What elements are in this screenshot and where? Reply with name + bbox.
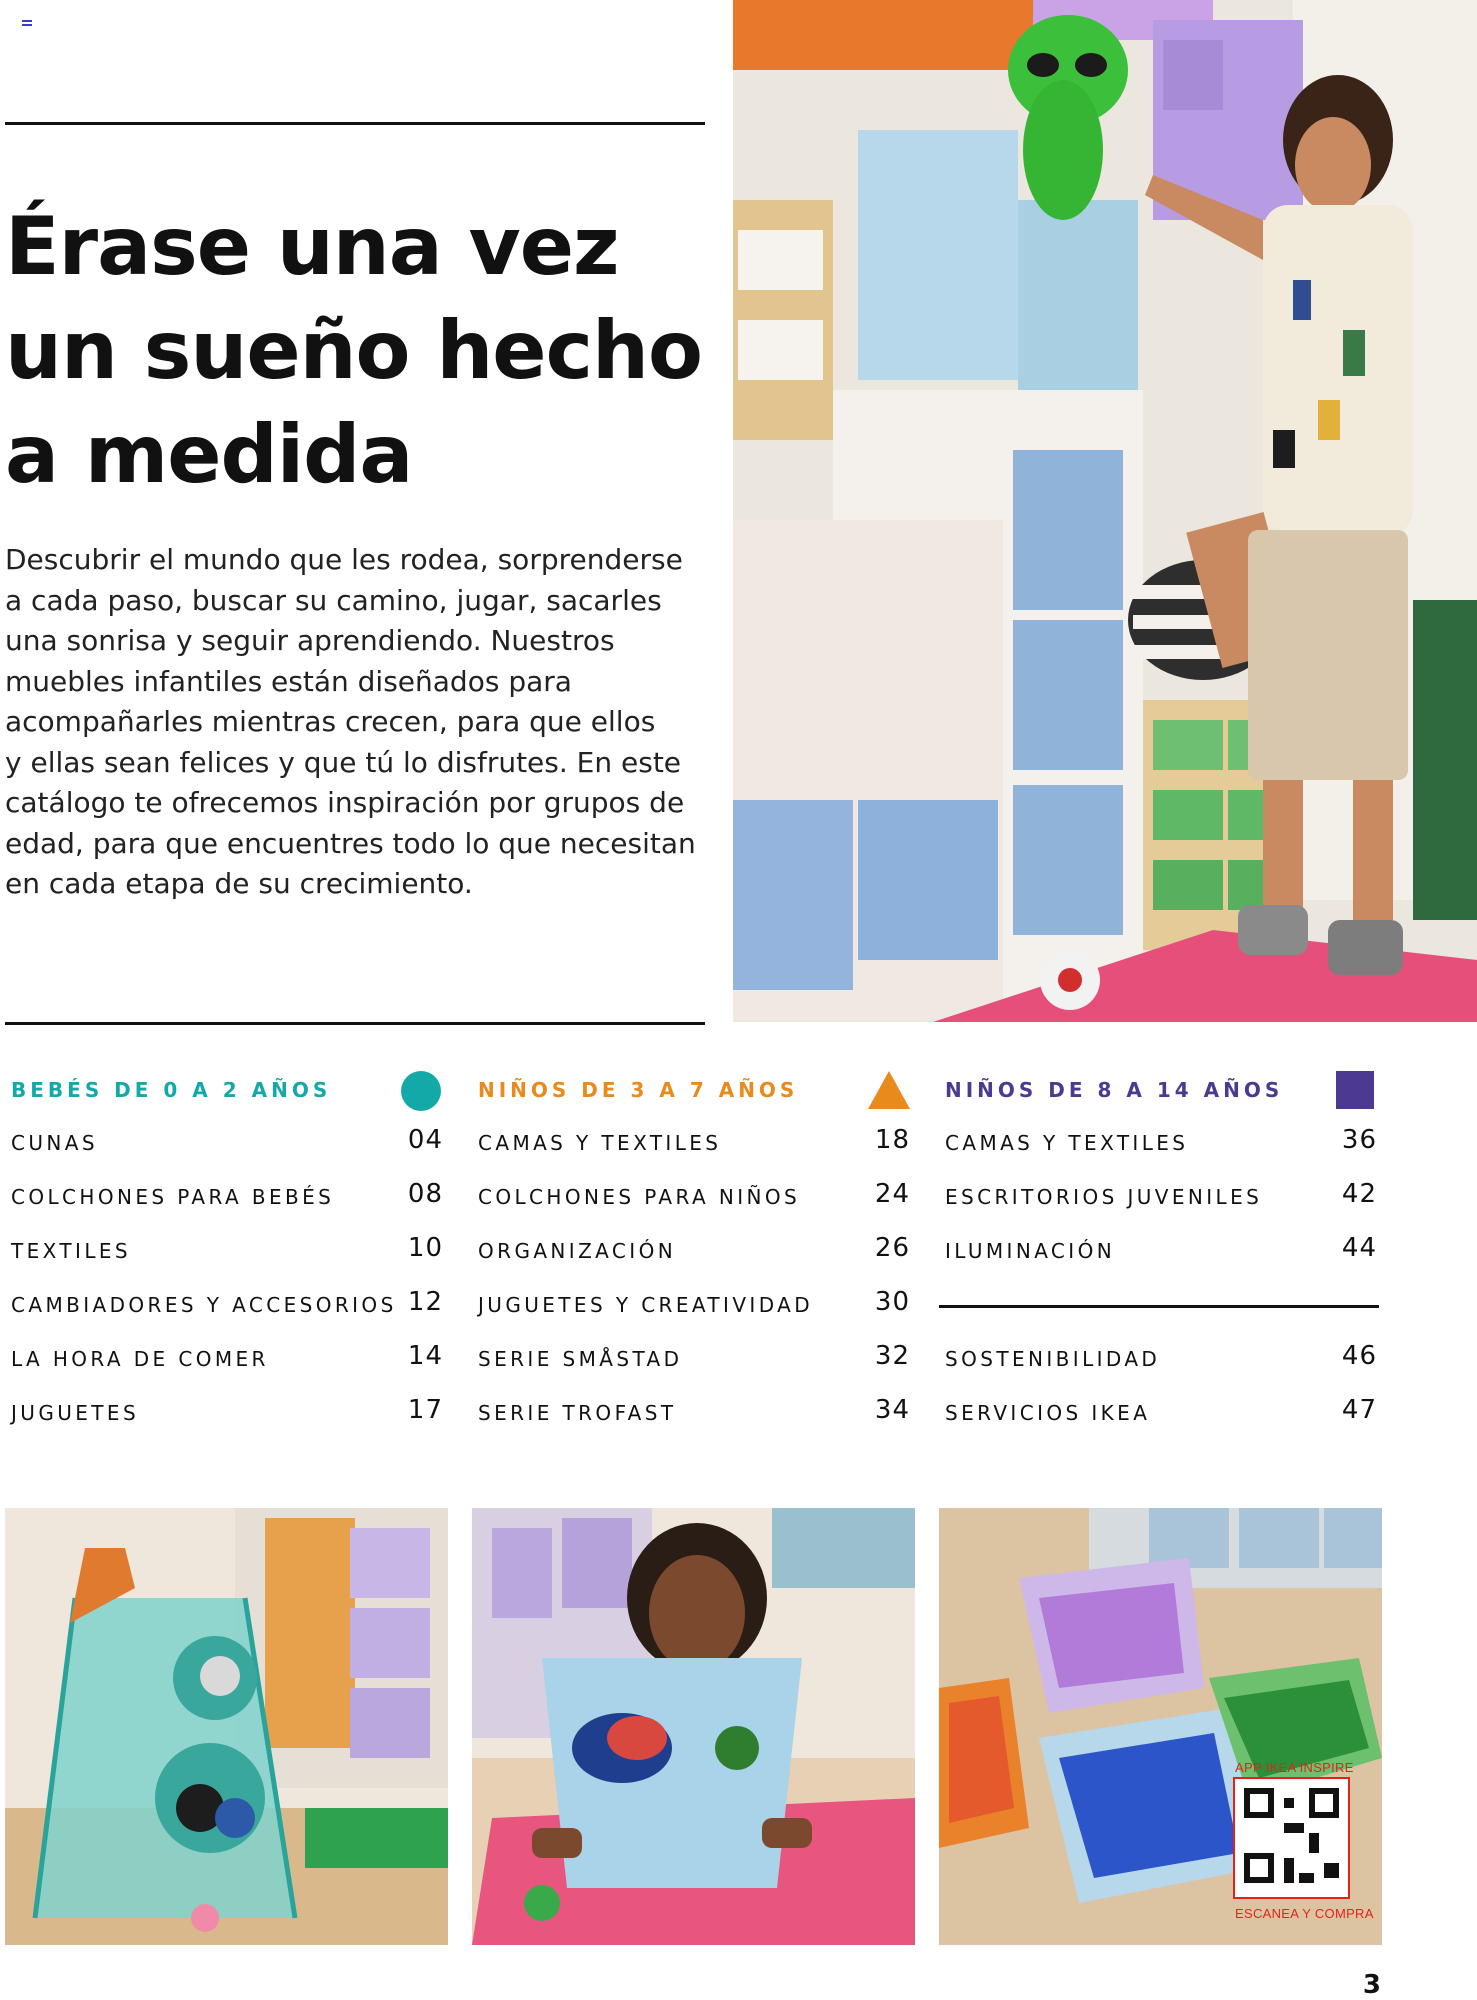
section-heading: NIÑOS DE 8 A 14 AÑOS <box>945 1078 1284 1102</box>
index-item[interactable] <box>939 1117 1379 1171</box>
circle-icon <box>401 1071 441 1111</box>
index-item-page: 26 <box>874 1233 910 1263</box>
index-item-page: 17 <box>407 1395 443 1425</box>
index-item-label: SERVICIOS IKEA <box>945 1401 1151 1425</box>
intro-line: a cada paso, buscar su camino, jugar, sacarles <box>5 583 662 617</box>
menu-icon[interactable] <box>22 20 32 30</box>
index-item-label: CAMAS Y TEXTILES <box>478 1131 722 1155</box>
index-item-page: 04 <box>407 1125 443 1155</box>
index-item-label: CAMAS Y TEXTILES <box>945 1131 1189 1155</box>
triangle-icon <box>868 1071 910 1109</box>
section-heading: NIÑOS DE 3 A 7 AÑOS <box>478 1078 799 1102</box>
index-item[interactable] <box>472 1171 912 1225</box>
section-heading: BEBÉS DE 0 A 2 AÑOS <box>11 1078 332 1102</box>
index-item[interactable] <box>5 1333 445 1387</box>
intro-line: Descubrir el mundo que les rodea, sorprenderse <box>5 543 683 576</box>
index-column-kids <box>472 1065 912 1441</box>
intro-line: una sonrisa y seguir aprendiendo. Nuestros <box>5 624 615 657</box>
index-item-page: 34 <box>874 1395 910 1425</box>
index-item[interactable] <box>472 1225 912 1279</box>
index-column-babies <box>5 1065 445 1441</box>
index-item[interactable] <box>472 1387 912 1441</box>
index-item-page: 32 <box>874 1341 910 1371</box>
title-line-2: un sueño hecho <box>5 304 702 397</box>
index-item[interactable] <box>5 1279 445 1333</box>
index-item-page: 18 <box>874 1125 910 1155</box>
index-item[interactable] <box>5 1387 445 1441</box>
section-header-kids <box>472 1065 912 1117</box>
title-line-1: Érase una vez <box>5 200 619 293</box>
intro-line: muebles infantiles están diseñados para <box>5 664 572 698</box>
index-item[interactable] <box>939 1333 1379 1387</box>
index-item-page: 44 <box>1341 1233 1377 1263</box>
section-header-babies <box>5 1065 445 1117</box>
intro-line: acompañarles mientras crecen, para que ellos <box>5 705 656 738</box>
index-item-label: CAMBIADORES Y ACCESORIOS <box>11 1293 397 1317</box>
index-item-label: ILUMINACIÓN <box>945 1239 1116 1263</box>
index-item-label: ORGANIZACIÓN <box>478 1239 677 1263</box>
index-item-page: 30 <box>874 1287 910 1317</box>
column-divider <box>939 1305 1379 1308</box>
index-item-label: JUGUETES <box>11 1401 140 1425</box>
index-item-label: LA HORA DE COMER <box>11 1347 269 1371</box>
photo-babies-toy-storage <box>5 1508 448 1945</box>
index-item-page: 36 <box>1341 1125 1377 1155</box>
qr-caption-top: APP IKEA INSPIRE <box>1235 1760 1354 1775</box>
index-item[interactable] <box>472 1117 912 1171</box>
photo-kids-storage-bin <box>472 1508 915 1945</box>
index-item[interactable] <box>472 1279 912 1333</box>
index-column-juniors <box>939 1065 1379 1441</box>
index-item-label: SERIE TROFAST <box>478 1401 677 1425</box>
index-item-label: COLCHONES PARA BEBÉS <box>11 1185 335 1209</box>
intro-line: edad, para que encuentres todo lo que necesitan <box>5 826 696 860</box>
qr-caption-bottom: ESCANEA Y COMPRA <box>1235 1906 1374 1921</box>
index-item[interactable] <box>939 1225 1379 1279</box>
hero-photo <box>733 0 1477 1022</box>
index-item-label: TEXTILES <box>11 1239 131 1263</box>
index-item-page: 10 <box>407 1233 443 1263</box>
index-item-page: 42 <box>1341 1179 1377 1209</box>
index-item-page: 12 <box>407 1287 443 1317</box>
page-number: 3 <box>1362 1970 1381 2000</box>
index-item-page: 14 <box>407 1341 443 1371</box>
intro-line: catálogo te ofrecemos inspiración por grupos de <box>5 786 685 819</box>
index-item[interactable] <box>5 1225 445 1279</box>
title-line-3: a medida <box>5 408 413 501</box>
index-item[interactable] <box>939 1171 1379 1225</box>
index-item[interactable] <box>5 1171 445 1225</box>
index-item[interactable] <box>472 1333 912 1387</box>
intro-paragraph <box>5 540 705 905</box>
index-item-label: JUGUETES Y CREATIVIDAD <box>478 1293 814 1317</box>
index-item-label: SERIE SMÅSTAD <box>478 1347 683 1371</box>
intro-line: en cada etapa de su crecimiento. <box>5 867 473 900</box>
index-item-page: 46 <box>1341 1341 1377 1371</box>
index-item[interactable] <box>5 1117 445 1171</box>
index-item-page: 24 <box>874 1179 910 1209</box>
intro-line: y ellas sean felices y que tú lo disfrutes. En este <box>5 745 682 779</box>
index-item-label: ESCRITORIOS JUVENILES <box>945 1185 1263 1209</box>
top-divider <box>5 122 705 125</box>
page-title <box>5 195 705 507</box>
square-icon <box>1336 1071 1374 1109</box>
section-header-juniors <box>939 1065 1379 1117</box>
index-item-page: 47 <box>1341 1395 1377 1425</box>
index-item-label: CUNAS <box>11 1131 98 1155</box>
photo-toy-bins <box>939 1508 1382 1945</box>
index-item-label: SOSTENIBILIDAD <box>945 1347 1161 1371</box>
index-divider <box>5 1022 705 1025</box>
index-item[interactable] <box>939 1387 1379 1441</box>
index-item-label: COLCHONES PARA NIÑOS <box>478 1185 801 1209</box>
index-item-page: 08 <box>407 1179 443 1209</box>
